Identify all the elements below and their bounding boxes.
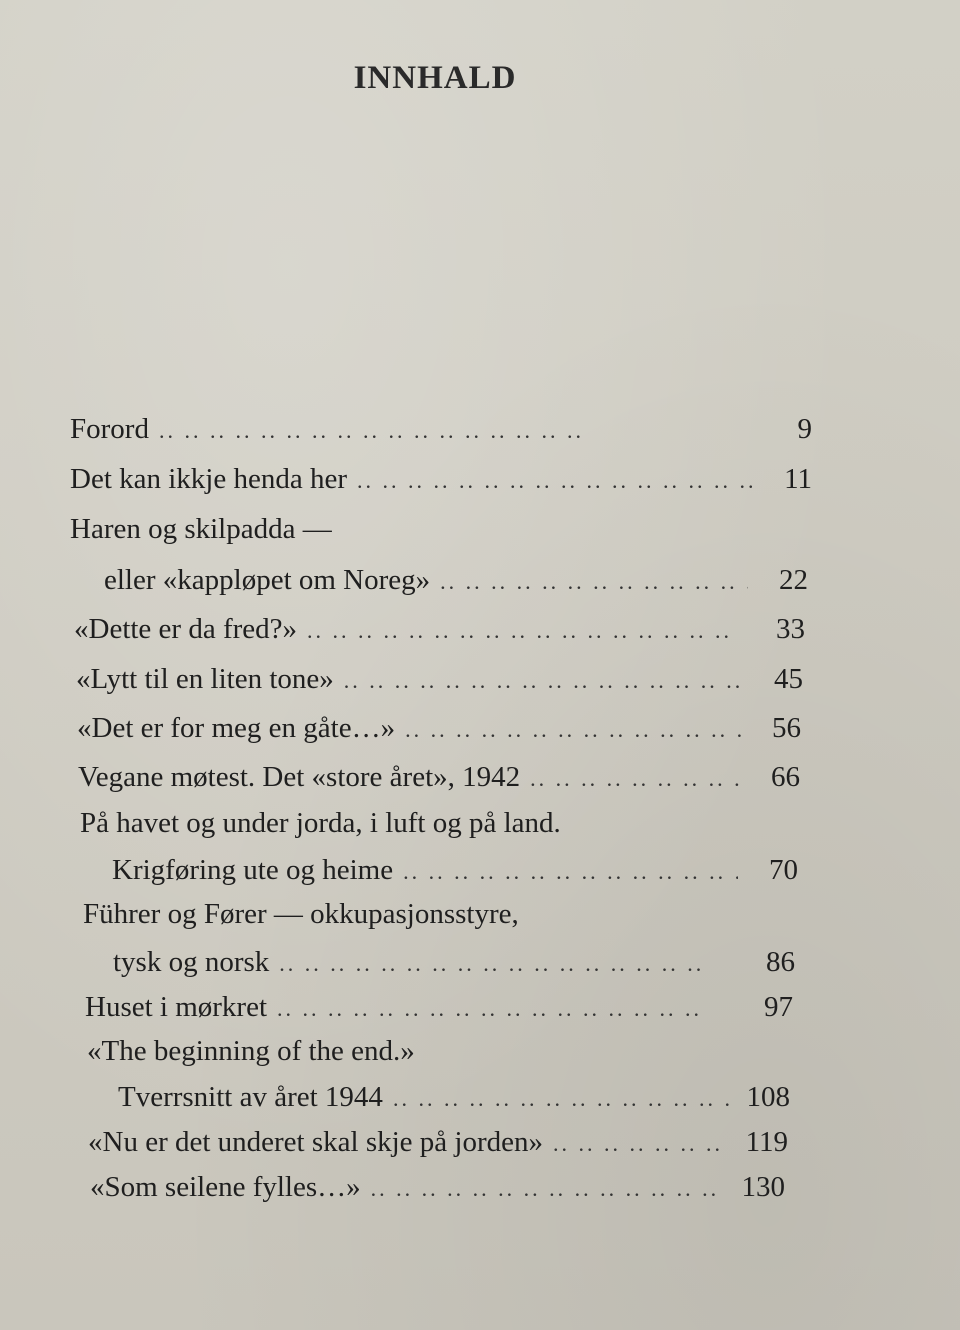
toc-entry-title: Huset i mørkret	[85, 991, 268, 1023]
dot-leader	[543, 1127, 728, 1161]
toc-entry-page: 66	[771, 761, 800, 793]
toc-entry-title: eller «kappløpet om Noreg»	[104, 564, 431, 596]
dot-leader	[361, 1172, 725, 1206]
toc-entry-page: 119	[745, 1126, 788, 1158]
toc-entry-title: Krigføring ute og heime	[112, 854, 394, 886]
toc-entry-lytt-til-en-liten-tone	[76, 662, 803, 698]
dot-leader	[383, 1082, 730, 1116]
dot-leader	[430, 565, 748, 599]
toc-entry-det-kan-ikkje-henda-her	[70, 462, 812, 498]
toc-entry-page: 70	[769, 854, 798, 886]
toc-entry-title: Tverrsnitt av året 1944	[118, 1081, 383, 1113]
toc-entry-fuhrer-og-forer	[83, 897, 798, 931]
toc-entry-title: «Som seilene fylles…»	[90, 1171, 361, 1203]
toc-entry-title: tysk og norsk	[113, 946, 270, 978]
dot-leader	[520, 762, 740, 796]
toc-entry-page: 11	[784, 463, 812, 495]
toc-entry-title: Forord	[70, 413, 149, 445]
toc-entry-forord	[70, 412, 812, 448]
dot-leader	[149, 414, 752, 448]
toc-entry-title: Vegane møtest. Det «store året», 1942	[78, 761, 521, 793]
toc-entry-title: «Dette er da fred?»	[74, 613, 298, 645]
toc-entry-pa-havet-og-under-jorda	[80, 806, 800, 840]
toc-entry-krigforing-ute-og-heime	[112, 853, 798, 889]
toc-entry-kapplopet-om-noreg	[104, 563, 808, 599]
page-title: INNHALD	[353, 60, 517, 96]
toc-entry-title: På havet og under jorda, i luft og på land.	[80, 807, 561, 839]
toc-entry-tysk-og-norsk	[113, 945, 795, 981]
toc-entry-title: Führer og Fører — okkupasjonsstyre,	[83, 898, 519, 930]
dot-leader	[269, 947, 735, 981]
toc-entry-vegane-motest	[78, 760, 800, 796]
toc-entry-page: 22	[779, 564, 808, 596]
toc-entry-huset-i-morkret	[85, 990, 793, 1026]
toc-entry-nu-er-det-underet	[88, 1125, 788, 1161]
toc-entry-page: 97	[764, 991, 793, 1023]
toc-entry-page: 86	[766, 946, 795, 978]
dot-leader	[334, 664, 743, 698]
toc-entry-title: «Lytt til en liten tone»	[76, 663, 334, 695]
toc-entry-det-er-for-meg-en-gate	[77, 711, 801, 747]
toc-entry-dette-er-da-fred	[74, 612, 805, 648]
toc-entry-page: 130	[741, 1171, 785, 1203]
toc-entry-page: 9	[797, 413, 812, 445]
toc-entry-title: «The beginning of the end.»	[87, 1035, 415, 1067]
dot-leader	[395, 713, 741, 747]
toc-entry-page: 108	[746, 1081, 790, 1113]
dot-leader	[393, 855, 738, 889]
toc-entry-title: Det kan ikkje henda her	[70, 463, 348, 495]
dot-leader	[297, 614, 745, 648]
toc-entry-page: 56	[772, 712, 801, 744]
toc-entry-haren-og-skilpadda	[70, 512, 812, 546]
toc-entry-title: Haren og skilpadda —	[70, 513, 332, 545]
toc-entry-page: 45	[774, 663, 803, 695]
toc-entry-the-beginning-of-the-end	[87, 1034, 787, 1068]
toc-entry-title: «Nu er det underet skal skje på jorden»	[88, 1126, 543, 1158]
toc-entry-title: «Det er for meg en gåte…»	[77, 712, 396, 744]
toc-entry-page: 33	[776, 613, 805, 645]
toc-entry-som-seilene-fylles	[90, 1170, 785, 1206]
dot-leader	[347, 464, 752, 498]
dot-leader	[267, 992, 733, 1026]
toc-entry-tverrsnitt-av-aret-1944	[118, 1080, 790, 1116]
